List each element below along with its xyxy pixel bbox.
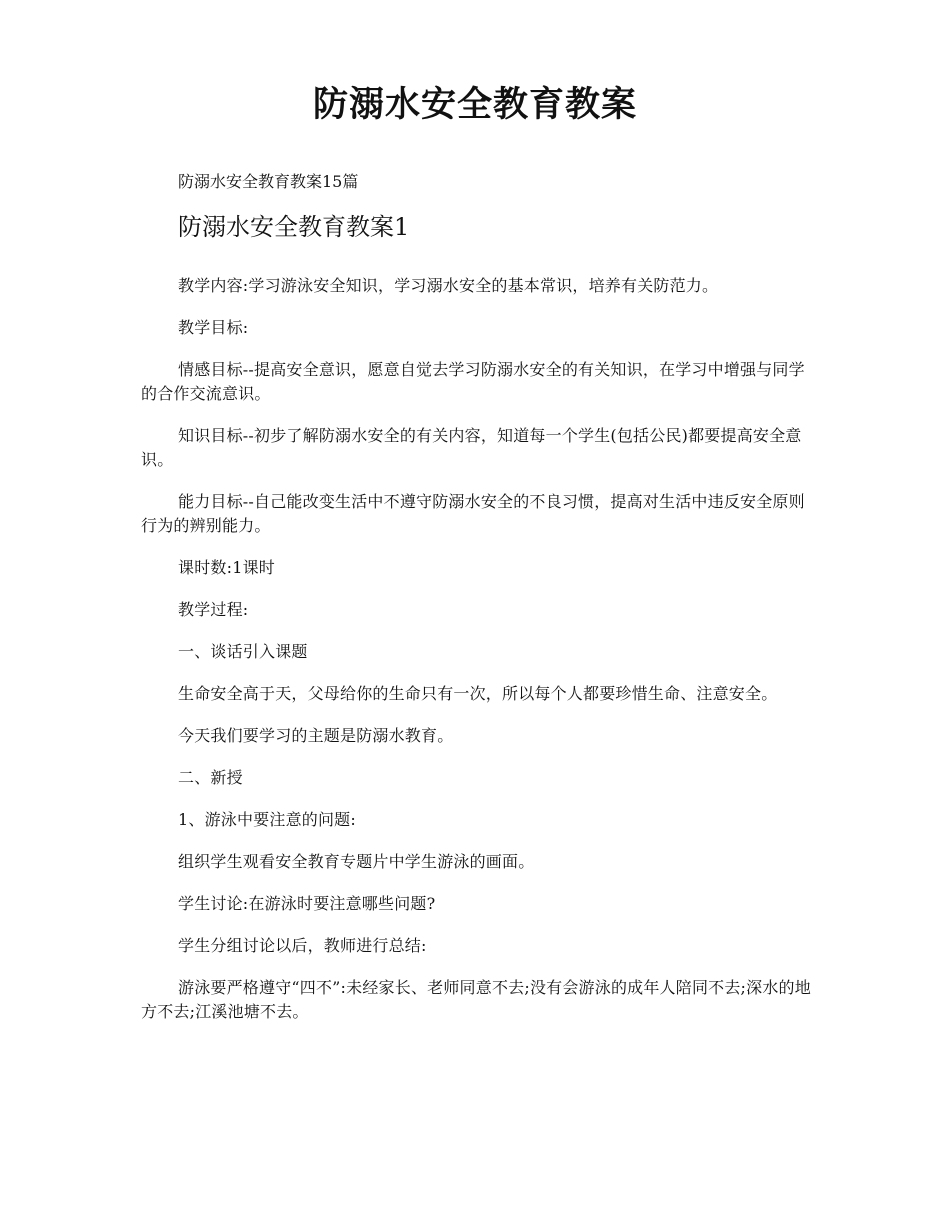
- section-heading: 防溺水安全教育教案1: [178, 213, 410, 241]
- paragraph-today-topic: 今天我们要学习的主题是防溺水教育。: [178, 726, 454, 745]
- document-title: 防溺水安全教育教案: [312, 84, 637, 125]
- paragraph-emotion-goal: 情感目标--提高安全意识，愿意自觉去学习防溺水安全的有关知识，在学习中增强与同学的合作交流意识。: [141, 360, 805, 403]
- paragraph-step-two-heading: 二、新授: [178, 768, 243, 787]
- document-body: [141, 274, 813, 1042]
- paragraph-teaching-content: 教学内容:学习游泳安全知识，学习溺水安全的基本常识，培养有关防范力。: [178, 276, 719, 295]
- paragraph-life-safety: 生命安全高于天，父母给你的生命只有一次，所以每个人都要珍惜生命、注意安全。: [178, 684, 778, 703]
- paragraph-swimming-issues-heading: 1、游泳中要注意的问题:: [178, 810, 356, 829]
- paragraph-step-one-heading: 一、谈话引入课题: [178, 642, 308, 661]
- document-subtitle: 防溺水安全教育教案15篇: [178, 172, 359, 191]
- paragraph-knowledge-goal: 知识目标--初步了解防溺水安全的有关内容，知道每一个学生(包括公民)都要提高安全意识。: [141, 426, 802, 469]
- paragraph-watch-video: 组织学生观看安全教育专题片中学生游泳的画面。: [178, 852, 535, 871]
- paragraph-teaching-goals-label: 教学目标:: [178, 318, 249, 337]
- paragraph-four-rules: 游泳要严格遵守“四不”:未经家长、老师同意不去;没有会游泳的成年人陪同不去;深水的地方不去;江溪池塘不去。: [141, 978, 811, 1021]
- paragraph-teacher-summary: 学生分组讨论以后，教师进行总结:: [178, 936, 427, 955]
- paragraph-student-discussion: 学生讨论:在游泳时要注意哪些问题?: [178, 894, 436, 913]
- paragraph-class-hours: 课时数:1课时: [178, 558, 275, 577]
- paragraph-teaching-process-label: 教学过程:: [178, 600, 249, 619]
- paragraph-ability-goal: 能力目标--自己能改变生活中不遵守防溺水安全的不良习惯，提高对生活中违反安全原则行为的辨别能力。: [141, 492, 805, 535]
